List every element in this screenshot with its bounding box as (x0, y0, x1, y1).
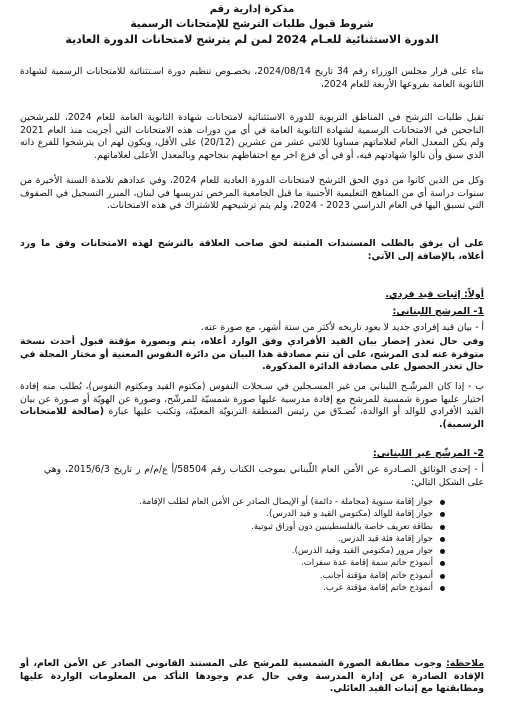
attachments-paragraph: على أن يرفق بالطلب المستندات المثبتة لحق صاحب العلاقة بالترشح لهذه الامتحانات وفق ما ورد أعلاه، بالإضافة إلى الآتي: (20, 238, 484, 262)
document-list-item: أنموذج خاتم سمة إقامة عدة سفرات. (46, 557, 446, 569)
note-label: ملاحظة: (446, 658, 484, 669)
document-list-item: جواز مرور (مكتومي القيد وقيد الدرس). (46, 545, 446, 557)
eligibility-paragraph: تقبل طلبات الترشح في المناطق التربوية للدورة الاستثنائية لامتحانات شهادة الثانوية العامة للعام 2024، للمرشحين الناجحين في الامتحانات الرسمية لشهادة الثانوية العامة في أي من دورات هذه الامتحانات التي أجريت منذ العام 2021 ولم يكن المعدل العام لعلاماتهم مساويا للاثني عشر من عشرين (20/12) على الأقل، ويكون لهم ان يترشحوا للفرع ذاته الذي سبق وأن نالوا شهادتهم فيه، أو في أي فرع اخر مع احتفاظهم بنجاحهم وبالمعدل الأعلى لعلاماتهم. (20, 112, 485, 161)
document-list-item: جواز إقامة للوالد (مكتومي القيد و قيد الدرس). (46, 508, 446, 520)
document-list-item: بطاقة تعريف خاصة بالفلسطينيين دون أوراق ثبوتية. (46, 521, 446, 533)
memo-header (20, 2, 484, 47)
document-list-item: جواز إقامة فئة قيد الدرس. (46, 533, 446, 545)
note-text: وجوب مطابقة الصورة الشمسية للمرشح على المستند القانوني الصادر عن الأمن العام، أو الإفادة الصادرة عن إدارة المدرسة وفي حال عدم وجودها التأكد من المعلومات الواردة عليها ومطابقتها مع إثبات القيد العائلي. (20, 658, 484, 695)
eligibility-paragraph-2: وكل من الذين كانوا من ذوي الحق الترشح لامتحانات الدورة العادية للعام 2024، وفي عدادهم تلامذة السنة الأخيرة من سنوات دراسة أي من المناهج التعليمية الأجنبية ما قبل الجامعية المرخص تدريسها في لبنان، المبرر التسجيل في الصفوف التي تسبق اليها في العام الدراسي 2023 - 2024، ولم يتم ترشيحهم للاشتراك في هذه الامتحانات. (20, 175, 484, 212)
memo-subtitle: الدورة الاستثنائية للعـام 2024 لمن لم يترشح لامتحانات الدورة العادية (65, 33, 439, 46)
intro-paragraph: بناء على قرار مجلس الوزراء رقم 34 تاريخ 2024/08/14، بخصـوص تنظيم دورة اسـتثنائية للامتحانات الرسمية لشهادة الثانوية العامة بفروعها الأربعة للعام 2024، (20, 66, 484, 90)
item2-a-text: أ - إحدى الوثائق الصـادرة عن الأمن العام اللّبناني بموجب الكتاب رقم 58504/أ ع/م/م ر تاريخ 2015/6/3، وهي على الشكل التالي: (44, 464, 484, 488)
section-heading-first: أولاً: إثبات قيد فردي. (385, 289, 484, 300)
item-b-block (20, 381, 484, 431)
item-a-text: أ - بيان قيد إفرادي جديد لا يعود تاريخه لأكثر من ستة أشهر، مع صورة عنه. (201, 322, 484, 333)
memo-number-line: مذكرة إدارية رقم (209, 4, 295, 15)
documents-list (46, 496, 446, 594)
document-list-item: أنموذج خاتم إقامة مؤقتة أجانب. (46, 570, 446, 582)
document-list-item: أنموذج خاتم إقامة مؤقتة عرب. (46, 582, 446, 594)
note-paragraph (20, 658, 484, 696)
memo-title: شروط قبول طلبات الترشح للإمتحانات الرسمية (130, 18, 374, 30)
item-b-bold: (صالحة للامتحانات الرسمية). (20, 406, 484, 430)
bold-note-paragraph: وفي حال تعذر إحضار بيان القيد الأفرادي وفق الوارد أعلاه، يتم وبصورة مؤقتة قبول أحدث نسخة متوفرة عنه لدى المرشح، على أن تتم مصادقة هذا البيان من دائرة النفوس المعنية أو مختار المحلة في حال تعذر الحصول على مصادقة الدائرة المذكورة. (20, 336, 484, 373)
item-b-text: ب - إذا كان المرشّـح اللبناني من غير المسـجلين في سـجلات النفوس (مكتوم القيد ومكتوم النفوس)، يُطلب منه إفادة اختيار عليها صورة شمسية للمرشح مع إفادة مدرسية عليها صورة شمسيّة للمرشّح، وصورة عن الهويّة أو صـورة عن بيان القيد الأفرادي للوالد أو الوالدة، تُصـدّق من رئيس المنطقة التربويّة المعنيّة، وتكتب عليها عبارة (20, 381, 484, 418)
foreign-candidate-heading: 2- المرشّح غير اللبناني: (372, 448, 484, 459)
document-list-item: جواز إقامة سنوية (مجاملة - دائمة) أو الإيصال الصادر عن الأمن العام لطلب الإقامة. (46, 496, 446, 508)
lebanese-candidate-heading: 1- المرشح اللبناني: (392, 306, 484, 317)
